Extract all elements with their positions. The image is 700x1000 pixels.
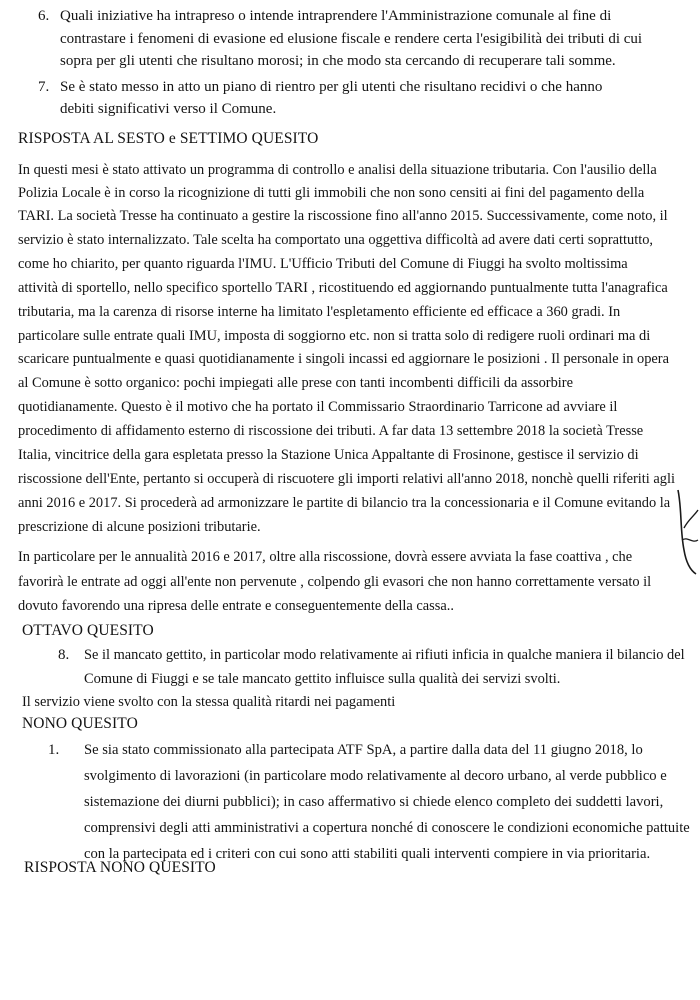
paragraph-line: Italia, vincitrice della gara espletata presso la Stazione Unica Appaltante di Frosinone, gestisce il servizio di bbox=[18, 447, 639, 463]
answer-heading: RISPOSTA AL SESTO e SETTIMO QUESITO bbox=[18, 130, 319, 147]
paragraph-line: riscossione dell'Ente, pertanto si occuperà di riscuotere gli importi relativi all'anno 2018, nonchè quelli riferiti agli bbox=[18, 471, 675, 487]
paragraph-line: scaricare puntualmente e quasi quotidianamente i singoli incassi ed aggiornare le posizioni . Il personale in opera bbox=[18, 351, 669, 367]
paragraph-line: dovuto favorendo una ripresa delle entrate e conseguentemente della cassa.. bbox=[18, 598, 454, 614]
paragraph-line: prescrizione di alcune posizioni tributarie. bbox=[18, 519, 261, 535]
paragraph-line: quotidianamente. Questo è il motivo che ha portato il Commissario Straordinario Tarricone ad avviare il bbox=[18, 399, 618, 415]
handwritten-signature-mark bbox=[674, 470, 700, 580]
section-heading: OTTAVO QUESITO bbox=[22, 622, 154, 639]
question-line: sistemazione dei diurni pubblici); in caso affermativo si chiede elenco completo dei suddetti lavori, bbox=[84, 794, 664, 810]
paragraph-line: anni 2016 e 2017. Si procederà ad armonizzare le partite di bilancio tra la concessionaria e il Comune evitando la bbox=[18, 495, 671, 511]
question-number: 7. bbox=[38, 79, 50, 95]
paragraph-line: procedimento di affidamento esterno di riscossione dei tributi. A far data 13 settembre 2018 la società Tresse bbox=[18, 423, 644, 439]
question-line: Se sia stato commissionato alla partecipata ATF SpA, a partire dalla data del 11 giugno 2018, lo bbox=[84, 742, 643, 758]
paragraph-line: servizio è stato internalizzato. Tale scelta ha comportato una oggettiva difficoltà ad avere dati certi soprattutto, bbox=[18, 232, 653, 248]
question-number: 1. bbox=[48, 742, 60, 758]
question-line: contrastare i fenomeni di evasione ed elusione fiscale e rendere certa l'esigibilità dei tributi di cui bbox=[60, 31, 643, 47]
question-line: debiti significativi verso il Comune. bbox=[60, 101, 277, 117]
question-line: Se è stato messo in atto un piano di rientro per gli utenti che risultano recidivi o che hanno bbox=[60, 79, 603, 95]
question-line: svolgimento di lavorazioni (in particolare modo relativamente al decoro urbano, al verde pubblico e bbox=[84, 768, 667, 784]
paragraph-line: particolare sulle entrate quali IMU, imposta di soggiorno etc. non si tratta solo di redigere ruoli ordinari ma di bbox=[18, 328, 651, 344]
question-line: con la partecipata ed i criteri con cui sono atti stabiliti quali interventi compiere in via prioritaria. bbox=[84, 846, 651, 862]
question-line: Comune di Fiuggi e se tale mancato gettito influisce sulla qualità dei servizi svolti. bbox=[84, 671, 561, 687]
answer-heading: RISPOSTA NONO QUESITO bbox=[24, 859, 216, 876]
question-number: 6. bbox=[38, 8, 50, 24]
paragraph-line: come ho chiarito, per quanto riguarda l'IMU. L'Ufficio Tributi del Comune di Fiuggi ha svolto moltissima bbox=[18, 256, 628, 272]
question-number: 8. bbox=[58, 647, 70, 663]
paragraph-line: attività di sportello, nello specifico sportello TARI , ricostituendo ed aggiornando puntualmente tutta l'anagrafica bbox=[18, 280, 668, 296]
section-heading: NONO QUESITO bbox=[22, 715, 138, 732]
question-line: comprensivi degli atti amministrativi a copertura nonché di conoscere le condizioni economiche pattuite bbox=[84, 820, 690, 836]
question-line: Se il mancato gettito, in particolar modo relativamente ai rifiuti inficia in qualche maniera il bilancio del bbox=[84, 647, 685, 663]
paragraph-line: In particolare per le annualità 2016 e 2017, oltre alla riscossione, dovrà essere avviata la fase coattiva , che bbox=[18, 549, 633, 565]
paragraph-line: favorirà le entrate ad oggi all'ente non pervenute , colpendo gli evasori che non hanno correttamente versato il bbox=[18, 574, 652, 590]
paragraph-line: al Comune è sotto organico: pochi impiegati alle prese con tanti incombenti difficili da assorbire bbox=[18, 375, 573, 391]
paragraph-line: TARI. La società Tresse ha continuato a gestire la riscossione fino all'anno 2015. Successivamente, come noto, il bbox=[18, 208, 668, 224]
paragraph-line: Polizia Locale è in corso la ricognizione di tutti gli immobili che non sono censiti ai fini del pagamento della bbox=[18, 185, 645, 201]
paragraph-line: In questi mesi è stato attivato un programma di controllo e analisi della situazione tributaria. Con l'ausilio della bbox=[18, 162, 657, 178]
question-line: Quali iniziative ha intrapreso o intende intraprendere l'Amministrazione comunale al fine di bbox=[60, 8, 612, 24]
paragraph-line: tributaria, ma la carenza di risorse interne ha limitato l'espletamento efficiente ed efficace a 360 gradi. In bbox=[18, 304, 621, 320]
question-line: sopra per gli utenti che risultano morosi; in che modo sta cercando di recuperare tali somme. bbox=[60, 53, 616, 69]
answer-text: Il servizio viene svolto con la stessa qualità ritardi nei pagamenti bbox=[22, 694, 396, 710]
